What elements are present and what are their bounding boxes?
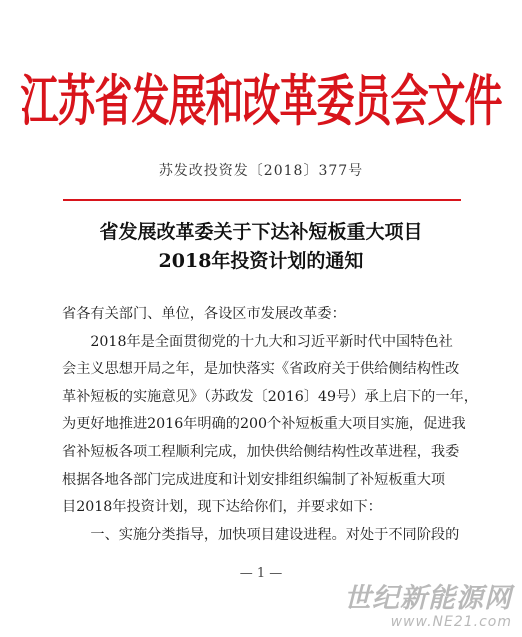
body-line: 根据各地各部门完成进度和计划安排组织编制了补短板重大项	[62, 471, 446, 488]
body-line: 省各有关部门、单位，各设区市发展改革委：	[62, 306, 346, 322]
notice-title-line-1: 省发展改革委关于下达补短板重大项目	[99, 221, 423, 243]
body-line: 会主义思想开局之年，是加快落实《省政府关于供给侧结构性改	[62, 361, 460, 378]
document-header-title: 江苏省发展和改革委员会文件	[20, 67, 502, 133]
body-line: 一、实施分类指导，加快项目建设进程。对处于不同阶段的	[62, 526, 460, 543]
red-divider-line	[63, 199, 461, 201]
page-number: — 1 —	[239, 566, 283, 581]
body-line: 目2018年投资计划，现下达给你们，并要求如下：	[62, 499, 382, 516]
document-number: 苏发改投资发〔2018〕377号	[158, 163, 364, 179]
body-line: 省补短板各项工程顺利完成，加快供给侧结构性改革进程，我委	[62, 443, 460, 460]
notice-title-line-2: 2018年投资计划的通知	[158, 250, 364, 272]
notice-body	[62, 301, 478, 549]
body-line: 为更好地推进2016年明确的200个补短板重大项目实施，促进我	[62, 416, 466, 433]
body-line: 2018年是全面贯彻党的十九大和习近平新时代中国特色社	[62, 333, 453, 350]
watermark	[344, 584, 512, 630]
watermark-url: www.NE21.com	[390, 614, 512, 630]
notice-title	[0, 218, 522, 276]
watermark-text: 世纪新能源网	[344, 583, 512, 614]
body-line: 革补短板的实施意见》（苏政发〔2016〕49号）承上启下的一年，	[62, 388, 478, 405]
